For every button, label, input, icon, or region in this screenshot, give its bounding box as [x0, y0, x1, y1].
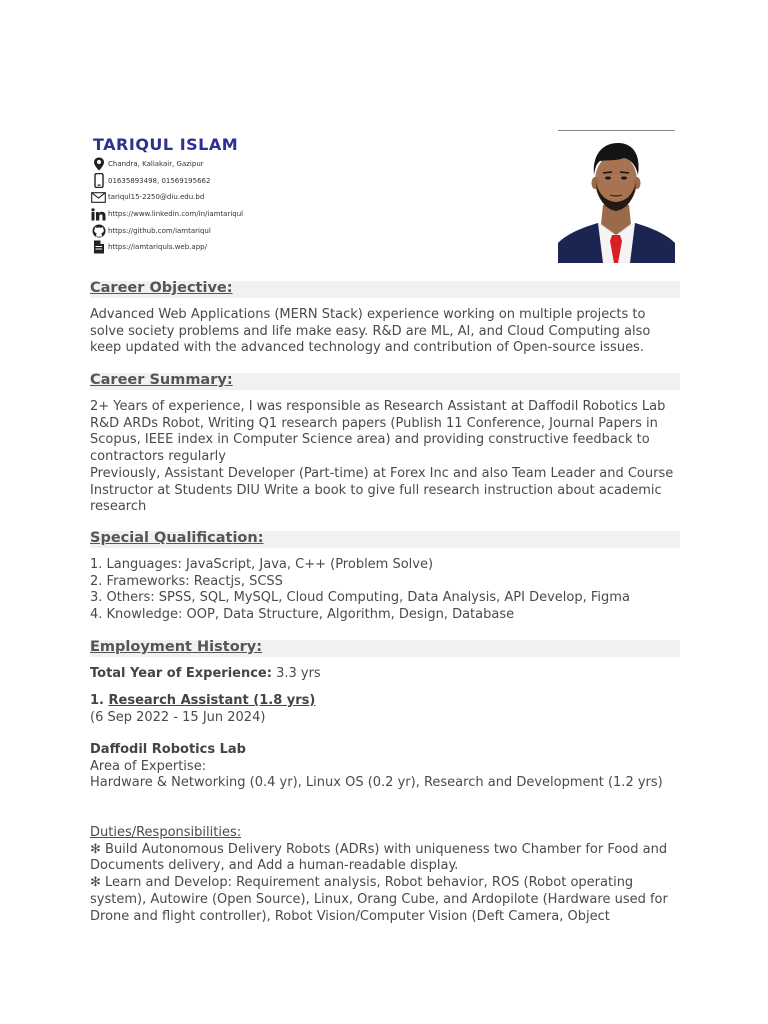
total-experience-value: 3.3 yrs [271, 666, 321, 681]
career-summary-heading [90, 373, 680, 390]
contact-email-text[interactable]: tariqul15-2250@diu.edu.bd [108, 193, 205, 202]
contact-linkedin[interactable] [91, 206, 243, 223]
expertise-label: Area of Expertise: [90, 758, 207, 774]
job-dates: (6 Sep 2022 - 15 Jun 2024) [90, 709, 266, 725]
contact-website-text[interactable]: https://iamtariquls.web.app/ [108, 243, 207, 252]
career-summary-heading-text: Career Summary: [90, 372, 233, 388]
phone-icon [91, 173, 106, 188]
duty-item: ✻ Learn and Develop: Requirement analysis, Robot behavior, ROS (Robot operating system), Autowire (Open Source), Linux, Orang Cube, and Ardopilote (Hardware used for Drone and flight controller), Robot Vision/Computer Vision (Deft Camera, Object [90, 875, 668, 924]
qualification-item: 3. Others: SPSS, SQL, MySQL, Cloud Computing, Data Analysis, API Develop, Figma [90, 590, 630, 606]
total-experience [90, 666, 680, 683]
contact-list [91, 156, 243, 256]
contact-address [91, 156, 243, 173]
candidate-name: TARIQUL ISLAM [93, 135, 239, 154]
employment-history-heading-text: Employment History: [90, 639, 263, 655]
document-icon [91, 240, 106, 255]
location-pin-icon [91, 157, 106, 172]
contact-github-text[interactable]: https://github.com/iamtariqul [108, 226, 211, 235]
job-title: Research Assistant (1.8 yrs) [108, 693, 316, 708]
profile-photo [558, 130, 675, 263]
qualification-item: 1. Languages: JavaScript, Java, C++ (Problem Solve) [90, 557, 434, 572]
duties-label: Duties/Responsibilities: [90, 825, 242, 840]
company-name: Daffodil Robotics Lab [90, 742, 246, 757]
contact-phone [91, 173, 243, 190]
career-objective-heading-text: Career Objective: [90, 280, 233, 296]
career-summary-paragraph: 2+ Years of experience, I was responsible as Research Assistant at Daffodil Robotics Lab R&D ARDs Robot, Writing Q1 research papers (Publish 11 Conference, Journal Papers in Scopus, IEEE index in Computer Science area) and providing constructive feedback to contractors regularly [90, 399, 666, 465]
special-qualification-list [90, 557, 680, 624]
career-summary-paragraph: Previously, Assistant Developer (Part-time) at Forex Inc and also Team Leader and Course Instructor at Students DIU Write a book to give full research instruction about academic research [90, 465, 674, 515]
career-summary-body [90, 399, 680, 516]
company-block [90, 742, 680, 792]
special-qualification-heading-text: Special Qualification: [90, 530, 264, 546]
total-experience-label: Total Year of Experience: [90, 666, 272, 681]
special-qualification-heading [90, 531, 680, 548]
career-objective-text: Advanced Web Applications (MERN Stack) experience working on multiple projects to solve society problems and life make easy. R&D are ML, AI, and Cloud Computing also keep updated with the advanced technology and contribution of Open-source issues. [90, 307, 651, 356]
duty-item: ✻ Build Autonomous Delivery Robots (ADRs) with uniqueness two Chamber for Food and Documents delivery, and Add a human-readable display. [90, 841, 668, 874]
employment-history-heading [90, 640, 680, 657]
contact-github[interactable] [91, 222, 243, 239]
email-icon [91, 190, 106, 205]
qualification-item: 2. Frameworks: Reactjs, SCSS [90, 573, 283, 589]
contact-website[interactable] [91, 239, 243, 256]
job-entry [90, 693, 680, 726]
contact-phone-text: 01635893498, 01569195662 [108, 176, 211, 185]
expertise-text: Hardware & Networking (0.4 yr), Linux OS (0.2 yr), Research and Development (1.2 yrs) [90, 775, 663, 791]
qualification-item: 4. Knowledge: OOP, Data Structure, Algorithm, Design, Database [90, 607, 515, 623]
contact-address-text: Chandra, Kaliakair, Gazipur [108, 160, 204, 169]
github-icon [91, 223, 106, 238]
job-number: 1. [90, 693, 109, 708]
contact-email[interactable] [91, 189, 243, 206]
contact-linkedin-text[interactable]: https://www.linkedin.com/in/iamtariqul [108, 210, 244, 219]
career-objective-heading [90, 281, 680, 298]
duties-block [90, 825, 680, 925]
linkedin-icon [91, 207, 106, 222]
